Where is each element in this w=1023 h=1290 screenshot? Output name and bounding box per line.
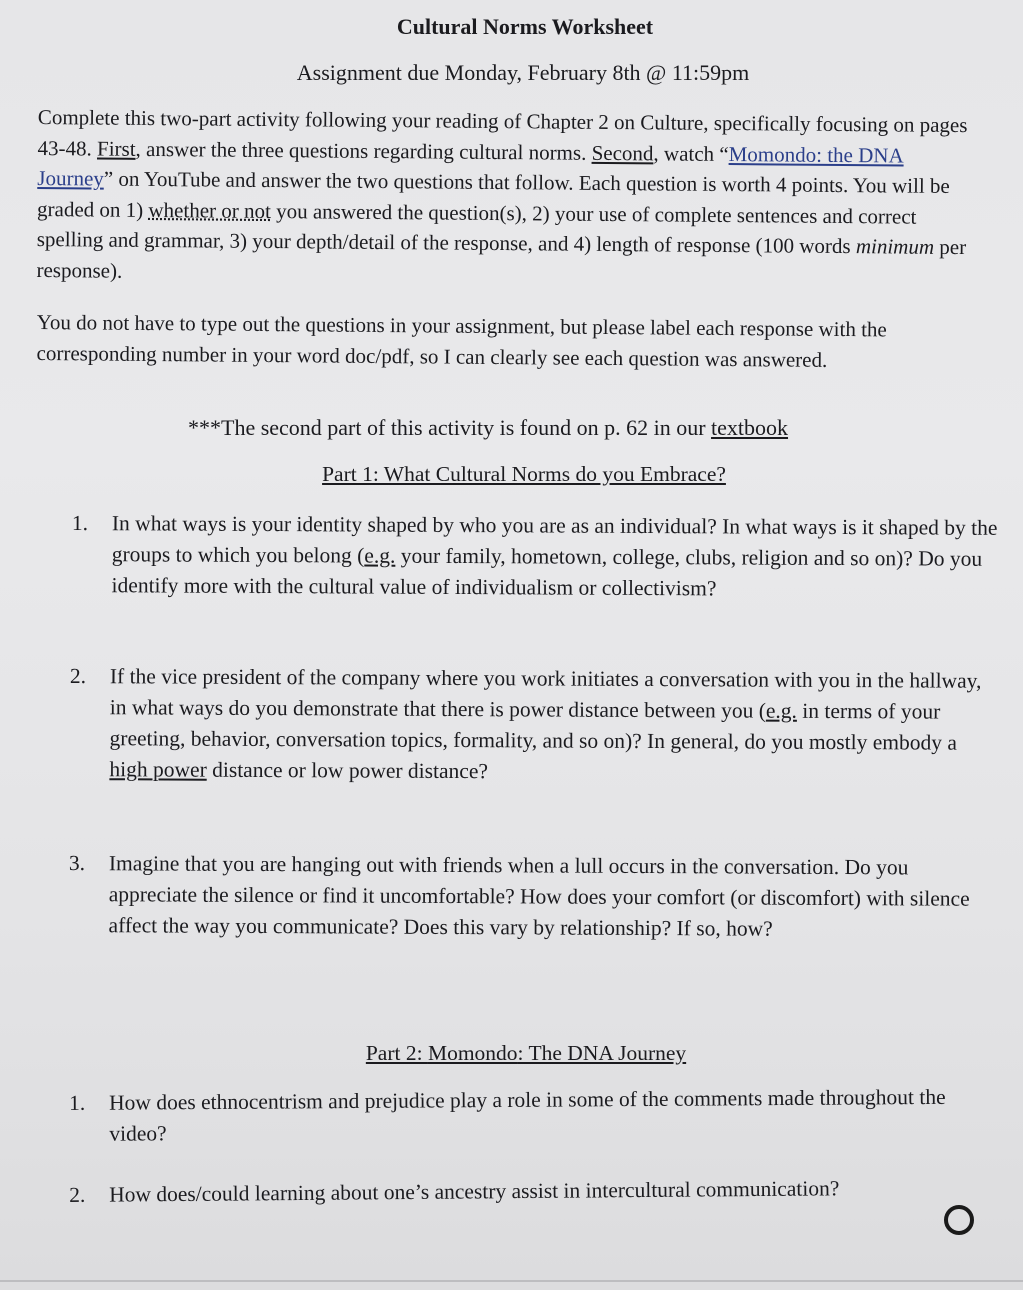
note-text: ***The second part of this activity is found on p. 62 in our — [188, 415, 712, 440]
part2-question-2 — [69, 1172, 999, 1211]
question-text: Imagine that you are hanging out with friends when a lull occurs in the conversation. Do you appreciate the silence or find it uncomfortable? How does your comfort (or discomfort) with silence affect the way you communicate? Does this vary by relationship? If so, how? — [108, 851, 970, 941]
eg-abbrev: e.g. — [364, 543, 396, 568]
high-power-term: high power — [109, 757, 207, 782]
circle-mark-icon — [944, 1205, 974, 1235]
second-label: Second — [591, 140, 654, 165]
intro-text-1: Complete this two-part activity following your reading of Chapter 2 on Culture, specifically focusing on pages 43-48. — [37, 104, 968, 161]
page-title: Cultural Norms Worksheet — [396, 14, 654, 39]
question-number: 1. — [69, 1090, 86, 1115]
question-text — [109, 661, 1000, 790]
part2-heading — [0, 1041, 1023, 1066]
intro-text-5: you answered the question(s), 2) your use of complete sentences and correct spelling and grammar, 3) your depth/detail of the response, and 4) length of response (100 words — [36, 198, 917, 259]
part2-heading-prefix: Part 2: — [365, 1041, 428, 1065]
whether-or-not: whether or not — [148, 197, 272, 223]
intro-paragraph — [36, 102, 968, 293]
question-text-a: If the vice president of the company where you work initiates a conversation with you in the hallway, in what ways do you demonstrate that there is power distance between you ( — [109, 664, 982, 723]
question-text: How does ethnocentrism and prejudice play a role in some of the comments made throughout the video? — [109, 1084, 946, 1146]
eg-abbrev: e.g. — [765, 698, 798, 723]
minimum-emphasis: minimum — [855, 234, 935, 259]
part1-question-2 — [69, 661, 1000, 790]
question-number: 1. — [71, 510, 89, 536]
due-date: Assignment due Monday, February 8th @ 11:59pm — [296, 60, 750, 85]
part2-question-1 — [69, 1082, 999, 1150]
intro-text-6: per response). — [36, 234, 967, 283]
video-link[interactable]: Momondo: the DNA Journey — [37, 141, 904, 191]
question-text-b: your family, hometown, college, clubs, religion and so on)? Do you identify more with the cultural value of individualism or collectivism? — [111, 543, 983, 601]
intro-text-2: , answer the three questions regarding cultural norms. — [135, 136, 592, 165]
question-text-c: distance or low power distance? — [206, 757, 489, 784]
part1-heading: Part 1: What Cultural Norms do you Embrace? — [322, 462, 726, 486]
question-text-b: in terms of your greeting, behavior, conversation topics, formality, and so on)? In general, do you mostly embody a — [109, 698, 958, 755]
question-text — [112, 508, 1002, 606]
part1-question-1 — [72, 508, 1002, 606]
page-edge-divider — [0, 1280, 1023, 1282]
question-text-a: In what ways is your identity shaped by who you are as an individual? In what ways is it shaped by the groups to which you belong ( — [111, 511, 998, 568]
part1-question-3 — [69, 848, 999, 946]
intro-text-3: , watch “ — [653, 140, 729, 166]
question-number: 2. — [69, 1182, 86, 1207]
intro-text-4: ” on YouTube and answer the two questions that follow. Each question is worth 4 points. You will be graded on 1) — [36, 166, 950, 222]
instructions-paragraph: You do not have to type out the questions in your assignment, but please label each response with the corresponding number in your word doc/pdf, so I can clearly see each question was answered. — [36, 309, 887, 372]
part2-heading-suffix: : The DNA Journey — [517, 1041, 687, 1065]
question-text: How does/could learning about one’s ancestry assist in intercultural communication? — [109, 1176, 840, 1207]
question-number: 2. — [69, 663, 87, 689]
question-number: 3. — [68, 850, 86, 876]
part2-heading-momondo: Momondo — [427, 1041, 518, 1065]
textbook-link[interactable]: textbook — [711, 415, 789, 440]
textbook-note — [188, 415, 788, 441]
first-label: First — [96, 136, 136, 161]
